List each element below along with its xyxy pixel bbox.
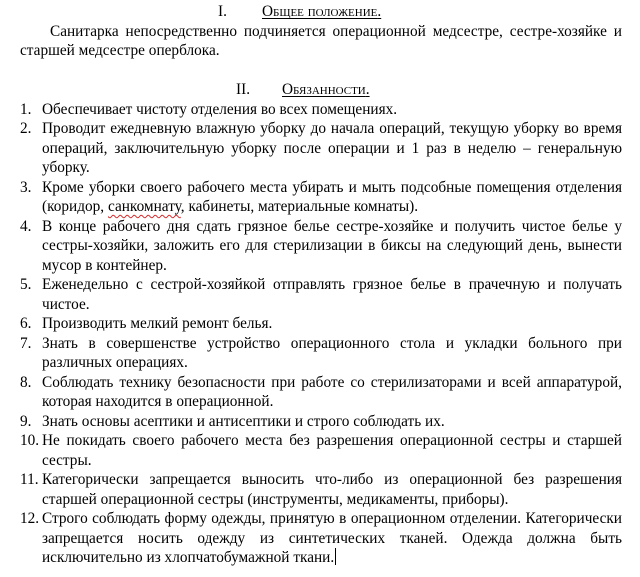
item-number: 11. [20,471,39,488]
item-text: Проводит ежедневную влажную уборку до начала операций, текущую уборку во время операций, заключительную уборку после операции и 1 раз в неделю – генеральную уборку. [42,120,622,176]
item-text: Строго соблюдать форму одежды, принятую в операционном отделении. Категорически запрещается носить одежду из синтетических тканей. Одежда должна быть исключительно из хлопчатобумажной ткани. [42,510,622,566]
blank-line [20,61,622,81]
section-title: Обязанности. [282,81,370,98]
duty-item [20,470,622,509]
duty-item [20,373,622,412]
general-provision-paragraph: Санитарка непосредственно подчиняется операционной медсестре, сестре-хозяйке и старшей медсестре оперблока. [20,22,622,59]
duty-item [20,334,622,373]
section-heading-duties [20,80,622,100]
item-text: Производить мелкий ремонт белья. [42,315,273,332]
duty-item [20,178,622,217]
item-text: Еженедельно с сестрой-хозяйкой отправлять грязное белье в прачечную и получать чистое. [42,276,622,313]
duty-item [20,275,622,314]
item-text: Категорически запрещается выносить что-либо из операционной без разрешения старшей операционной сестры (инструменты, медикаменты, приборы). [42,471,622,508]
section-number: I. [218,3,227,20]
item-text: Обеспечивает чистоту отделения во всех помещениях. [42,100,398,118]
item-number: 7. [20,334,32,352]
spellcheck-underlined-word[interactable]: санкомнату [107,198,181,215]
duty-item [20,100,622,120]
duty-item [20,119,622,178]
item-text: Знать в совершенстве устройство операционного стола и укладки больного при различных операциях. [42,334,622,371]
item-number: 8. [20,373,32,391]
duty-item [20,314,622,334]
section-title: Общее положение. [262,3,382,20]
section-number: II. [236,81,251,98]
item-number: 12. [20,510,40,527]
section-heading-general [20,2,622,22]
item-number: 3. [20,178,32,196]
item-number: 4. [20,217,32,235]
item-text: Соблюдать технику безопасности при работе со стерилизаторами и всей аппаратурой, которая находится в операционной. [42,373,622,410]
duty-item [20,509,622,568]
item-number: 6. [20,315,32,332]
item-text: В конце рабочего дня сдать грязное белье сестре-хозяйке и получить чистое белье у сестры-хозяйки, заложить его для стерилизации в биксы на следующий день, вынести мусор в контейнер. [42,217,622,274]
item-number: 10. [20,432,40,449]
item-number: 1. [20,100,32,118]
duty-item [20,217,622,276]
text-cursor [335,548,336,565]
duty-item [20,431,622,470]
duties-list [20,100,622,568]
item-text: Знать основы асептики и антисептики и строго соблюдать их. [42,412,445,430]
item-text: Кроме уборки своего рабочего места убирать и мыть подсобные помещения отделения (коридор, санкомнату, кабинеты, материальные комнаты). [42,178,622,215]
item-number: 5. [20,276,32,293]
item-number: 2. [20,120,32,137]
item-number: 9. [20,412,32,430]
duty-item [20,412,622,432]
item-text: Не покидать своего рабочего места без разрешения операционной сестры и старшей сестры. [42,432,622,469]
